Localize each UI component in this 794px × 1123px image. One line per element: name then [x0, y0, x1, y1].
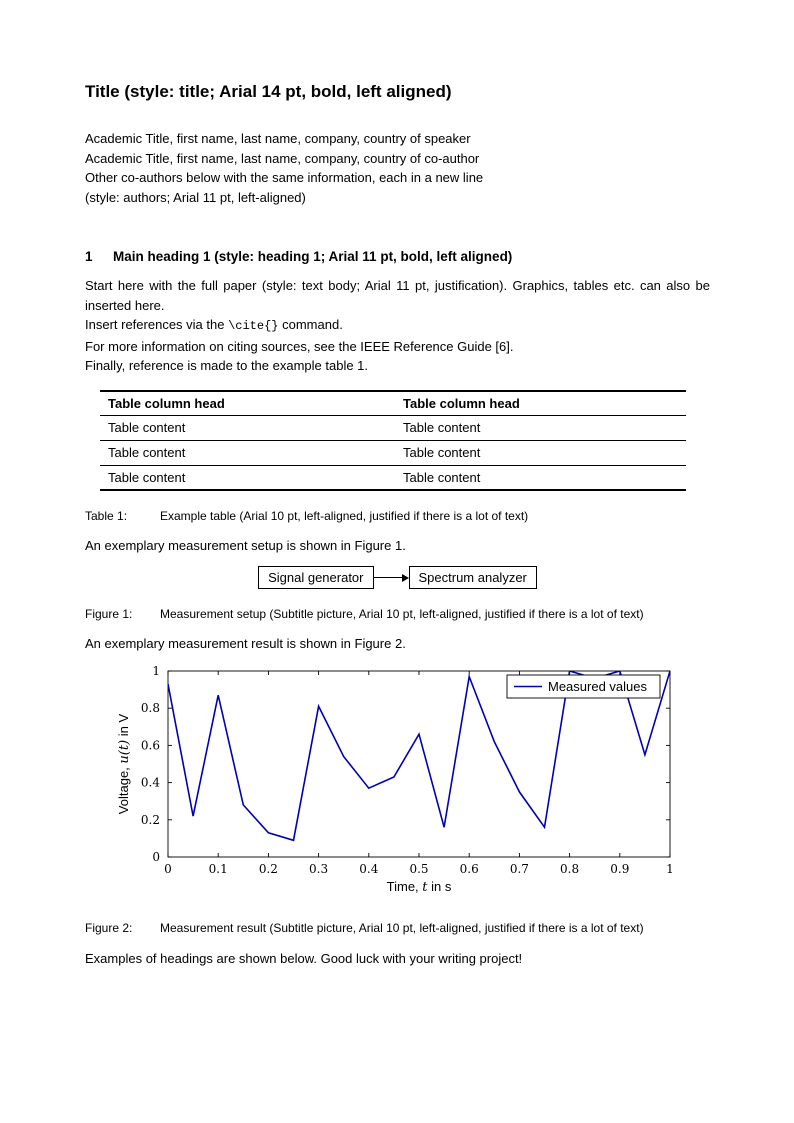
table-caption-text: Example table (Arial 10 pt, left-aligned, justified if there is a lot of text) [160, 509, 529, 523]
body-line-reference-guide: For more information on citing sources, see the IEEE Reference Guide [6]. [85, 338, 514, 354]
diagram-box-spectrum-analyzer: Spectrum analyzer [409, 566, 537, 589]
table-cell: Table content [100, 440, 395, 465]
arrow-head [402, 574, 409, 582]
chart-legend [507, 675, 660, 698]
plot-frame [168, 671, 670, 857]
section-number: 1 [85, 249, 93, 264]
y-axis-label: Voltage, u(t) in V [116, 713, 132, 815]
figure1-caption-text: Measurement setup (Subtitle picture, Arial 10 pt, left-aligned, justified if there is a lot of text) [160, 607, 644, 621]
x-tick-label: 0.8 [560, 862, 580, 876]
y-tick-label: 0.4 [140, 775, 160, 790]
table-cell: Table content [100, 415, 395, 440]
figure2-intro: An exemplary measurement result is shown in Figure 2. [85, 636, 406, 651]
table-caption-label: Table 1: [85, 509, 128, 523]
table-caption [85, 509, 710, 523]
figure2-chart [113, 663, 710, 903]
legend-label: Measured values [548, 679, 647, 694]
author-line-3: Other co-authors below with the same information, each in a new line [85, 170, 484, 185]
x-tick-label: 0.1 [208, 862, 228, 876]
page-title: Title (style: title; Arial 14 pt, bold, left aligned) [85, 82, 452, 101]
figure2-caption-label: Figure 2: [85, 921, 133, 935]
x-tick-label: 0.2 [258, 862, 278, 876]
example-table [100, 390, 686, 492]
body-line-start: Start here with the full paper (style: text body; Arial 11 pt, justification). Graphics, tables etc. can also be inserted here. [85, 278, 710, 313]
x-tick-label: 0.9 [610, 862, 630, 876]
figure1-caption-label: Figure 1: [85, 607, 133, 621]
figure1-diagram [85, 566, 710, 589]
figure2-caption-text: Measurement result (Subtitle picture, Arial 10 pt, left-aligned, justified if there is a lot of text) [160, 921, 644, 935]
figure1-caption [85, 607, 710, 621]
cite-post-text: command. [278, 317, 343, 332]
author-line-2: Academic Title, first name, last name, company, country of co-author [85, 150, 480, 166]
figure1-intro: An exemplary measurement setup is shown in Figure 1. [85, 538, 406, 553]
author-line-1: Academic Title, first name, last name, company, country of speaker [85, 131, 471, 146]
x-tick-label: 0.5 [409, 862, 429, 876]
x-tick-label: 0 [164, 862, 172, 876]
x-tick-label: 1 [666, 862, 674, 876]
section-heading-label: Main heading 1 (style: heading 1; Arial 11 pt, bold, left aligned) [113, 249, 513, 264]
table-column-head-1: Table column head [100, 391, 395, 416]
figure2-caption [85, 921, 710, 935]
author-line-4: (style: authors; Arial 11 pt, left-aligned) [85, 189, 306, 205]
y-tick-label: 0.2 [140, 812, 160, 827]
x-tick-label: 0.6 [459, 862, 479, 876]
closing-paragraph: Examples of headings are shown below. Good luck with your writing project! [85, 951, 523, 966]
table-cell: Table content [395, 465, 686, 490]
figure2-chart-svg [113, 663, 713, 898]
table-cell: Table content [100, 465, 395, 490]
y-tick-label: 0 [152, 850, 160, 864]
table-cell: Table content [395, 415, 686, 440]
y-tick-label: 0.8 [140, 701, 160, 716]
table-cell: Table content [395, 440, 686, 465]
table-row [100, 440, 686, 465]
cite-command: \cite{} [228, 319, 279, 333]
y-tick-label: 1 [152, 664, 160, 678]
table-column-head-2: Table column head [395, 391, 686, 416]
x-tick-label: 0.3 [309, 862, 329, 876]
x-tick-label: 0.7 [509, 862, 529, 876]
arrow-icon [374, 574, 409, 582]
diagram-box-signal-generator: Signal generator [258, 566, 373, 589]
table-row [100, 465, 686, 490]
cite-pre-text: Insert references via the [85, 317, 229, 332]
x-axis-label: Time, t in s [386, 879, 452, 895]
table-row [100, 415, 686, 440]
table-header-row [100, 391, 686, 416]
section-heading-1 [85, 249, 710, 264]
body-line-cite [85, 315, 710, 337]
body-line-table-reference: Finally, reference is made to the example table 1. [85, 358, 369, 373]
y-tick-label: 0.6 [140, 738, 160, 753]
arrow-line [374, 577, 402, 578]
authors-block [85, 129, 710, 207]
x-tick-label: 0.4 [359, 862, 379, 876]
body-paragraph-1 [85, 276, 710, 376]
